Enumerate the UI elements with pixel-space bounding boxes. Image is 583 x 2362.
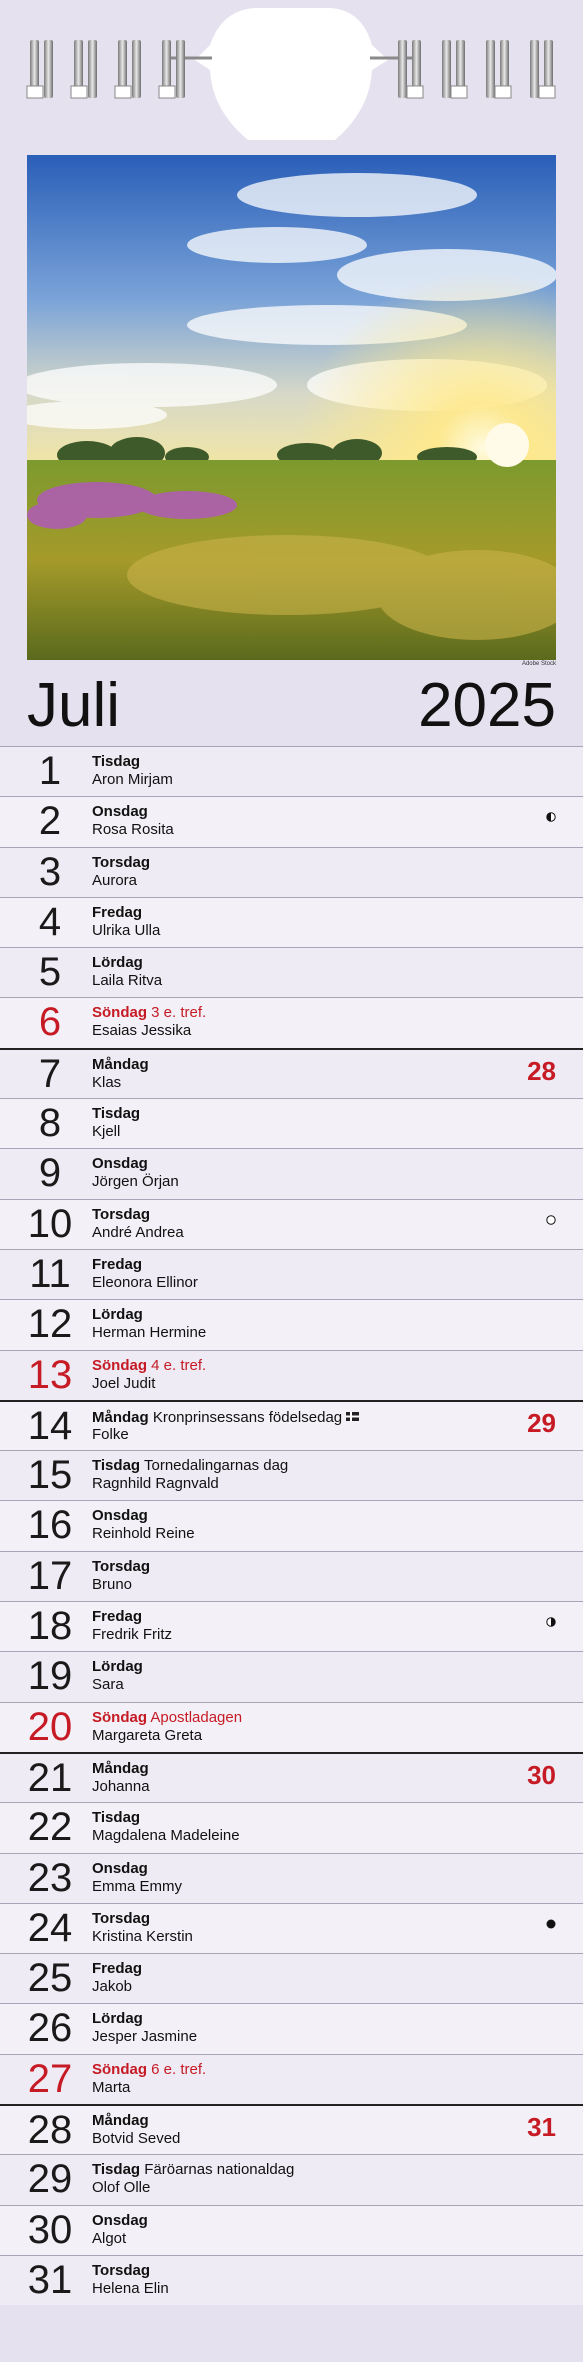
day-heading: [92, 854, 150, 872]
spiral-binding: [0, 0, 583, 150]
day-row: [0, 1450, 583, 1500]
day-row: [0, 947, 583, 997]
day-heading: [92, 1206, 150, 1224]
name-day-names: Johanna: [92, 1777, 150, 1795]
day-row: [0, 1400, 583, 1450]
day-heading: [92, 1155, 148, 1173]
day-number: 7: [38, 1051, 62, 1096]
weekday-label: Torsdag: [92, 1205, 151, 1223]
day-heading: [92, 1457, 288, 1475]
day-number: 30: [27, 2207, 73, 2252]
weekday-label: Onsdag: [92, 1859, 148, 1877]
name-day-names: Joel Judit: [92, 1374, 156, 1392]
hanger-cutout: [195, 8, 388, 140]
name-day-names: Jakob: [92, 1978, 133, 1996]
name-day-names: Ragnhild Ragnvald: [92, 1475, 219, 1493]
day-row: [0, 2003, 583, 2053]
day-number: 2: [38, 799, 62, 844]
name-day-names: Margareta Greta: [92, 1726, 203, 1744]
weekday-label: Torsdag: [92, 1557, 151, 1575]
day-note: Kronprinsessans födelsedag: [152, 1408, 343, 1426]
day-heading: [92, 1960, 142, 1978]
day-note: 6 e. tref.: [151, 2060, 207, 2078]
day-heading: [92, 803, 148, 821]
day-number: 8: [38, 1101, 62, 1146]
day-row: [0, 2154, 583, 2204]
weekday-label: Onsdag: [92, 803, 148, 821]
day-number: 6: [38, 1000, 62, 1045]
day-row: [0, 897, 583, 947]
day-note: 3 e. tref.: [151, 1004, 207, 1022]
weekday-label: Måndag: [92, 1055, 149, 1073]
day-number: 22: [27, 1805, 73, 1850]
week-number: 29: [527, 1407, 556, 1438]
name-day-names: Ulrika Ulla: [92, 921, 161, 939]
weekday-label: Fredag: [92, 1255, 143, 1273]
weekday-label: Lördag: [92, 1306, 143, 1324]
day-number: 19: [27, 1654, 73, 1699]
week-number: 30: [527, 1759, 556, 1790]
name-day-names: Helena Elin: [92, 2279, 169, 2297]
day-number: 31: [27, 2257, 73, 2302]
weekday-label: Torsdag: [92, 2261, 151, 2279]
day-number: 24: [27, 1905, 73, 1950]
day-row: [0, 1551, 583, 1601]
name-day-names: Laila Ritva: [92, 972, 163, 990]
name-day-names: André Andrea: [92, 1223, 184, 1241]
day-row: [0, 1853, 583, 1903]
day-row: [0, 997, 583, 1047]
last-quarter-moon-icon: [546, 1614, 556, 1624]
day-row: [0, 1702, 583, 1752]
name-day-names: Esaias Jessika: [92, 1022, 192, 1040]
day-row: [0, 796, 583, 846]
day-heading: [92, 1256, 142, 1274]
day-number: 16: [27, 1503, 73, 1548]
weekday-label: Måndag: [92, 1759, 149, 1777]
day-note: 4 e. tref.: [151, 1356, 207, 1374]
weekday-label: Söndag: [92, 1708, 147, 1726]
weekday-label: Onsdag: [92, 2211, 148, 2229]
day-row: [0, 1148, 583, 1198]
new-moon-icon: [546, 1916, 556, 1926]
day-heading: [92, 1709, 242, 1727]
day-heading: [92, 1658, 143, 1676]
day-heading: [92, 2161, 294, 2179]
month-title: Juli: [27, 671, 121, 740]
day-number: 5: [38, 950, 62, 995]
day-row: [0, 1651, 583, 1701]
day-number: 4: [38, 899, 62, 944]
day-row: [0, 1903, 583, 1953]
name-day-names: Botvid Seved: [92, 2130, 181, 2148]
day-number: 10: [27, 1201, 73, 1246]
weekday-label: Onsdag: [92, 1155, 148, 1173]
day-row: [0, 1299, 583, 1349]
name-day-names: Jörgen Örjan: [92, 1173, 179, 1191]
weekday-label: Söndag: [92, 1356, 147, 1374]
weekday-label: Tisdag: [92, 753, 141, 770]
day-heading: [92, 2112, 149, 2130]
swedish-flag-icon: [346, 1408, 359, 1417]
day-heading: [92, 1105, 140, 1123]
day-heading: [92, 1408, 359, 1427]
day-list: [0, 746, 583, 2305]
day-number: 17: [27, 1553, 73, 1598]
day-row: [0, 1601, 583, 1651]
weekday-label: Fredag: [92, 1960, 143, 1978]
name-day-names: Jesper Jasmine: [92, 2028, 198, 2046]
weekday-label: Måndag: [92, 2112, 149, 2130]
weekday-label: Lördag: [92, 954, 143, 972]
day-heading: [92, 2061, 206, 2079]
day-heading: [92, 1608, 142, 1626]
day-row: [0, 1500, 583, 1550]
day-note: Färöarnas nationaldag: [144, 2161, 295, 2179]
name-day-names: Bruno: [92, 1575, 133, 1593]
day-number: 12: [27, 1302, 73, 1347]
day-number: 18: [27, 1604, 73, 1649]
name-day-names: Magdalena Madeleine: [92, 1827, 240, 1845]
day-note: Apostladagen: [150, 1708, 243, 1726]
day-row: [0, 1350, 583, 1400]
weekday-label: Fredag: [92, 903, 143, 921]
weekday-label: Tisdag: [92, 2161, 141, 2179]
name-day-names: Aron Mirjam: [92, 771, 173, 788]
landscape-photo: [27, 155, 556, 660]
first-quarter-moon-icon: [546, 809, 556, 819]
week-number: 31: [527, 2112, 556, 2143]
weekday-label: Söndag: [92, 2060, 147, 2078]
photo-credit: Adobe Stock: [521, 661, 556, 667]
weekday-label: Tisdag: [92, 1457, 141, 1475]
day-row: [0, 1098, 583, 1148]
week-number: 28: [527, 1055, 556, 1086]
day-number: 25: [27, 1956, 73, 2001]
day-row: [0, 2104, 583, 2154]
full-moon-icon: [546, 1212, 556, 1222]
day-row: [0, 2205, 583, 2255]
day-number: 15: [27, 1453, 73, 1498]
day-number: 20: [27, 1704, 73, 1749]
weekday-label: Torsdag: [92, 1909, 151, 1927]
day-heading: [92, 1306, 143, 1324]
name-day-names: Algot: [92, 2229, 127, 2247]
day-row: [0, 1802, 583, 1852]
name-day-names: Eleonora Ellinor: [92, 1273, 198, 1291]
year-title: 2025: [418, 671, 556, 740]
day-number: 13: [27, 1352, 73, 1397]
day-heading: [92, 2212, 148, 2230]
day-row: [0, 1249, 583, 1299]
day-row: [0, 1048, 583, 1098]
day-number: 27: [27, 2056, 73, 2101]
name-day-names: Marta: [92, 2078, 131, 2096]
day-number: 3: [38, 849, 62, 894]
day-heading: [92, 1860, 148, 1878]
weekday-label: Söndag: [92, 1004, 147, 1022]
name-day-names: Aurora: [92, 871, 138, 889]
weekday-label: Lördag: [92, 2010, 143, 2028]
day-heading: [92, 1507, 148, 1525]
day-row: [0, 1752, 583, 1802]
day-row: [0, 2054, 583, 2104]
weekday-label: Tisdag: [92, 1809, 141, 1827]
day-note: Tornedalingarnas dag: [143, 1457, 289, 1475]
day-heading: [92, 1004, 206, 1022]
day-heading: [92, 1809, 140, 1827]
day-heading: [92, 2010, 143, 2028]
name-day-names: Folke: [92, 1425, 129, 1443]
name-day-names: Herman Hermine: [92, 1324, 207, 1342]
weekday-label: Fredag: [92, 1608, 143, 1626]
day-row: [0, 746, 583, 796]
day-number: 1: [38, 749, 62, 793]
day-number: 21: [27, 1755, 73, 1800]
weekday-label: Måndag: [92, 1408, 149, 1426]
day-heading: [92, 1056, 149, 1074]
name-day-names: Kristina Kerstin: [92, 1927, 193, 1945]
name-day-names: Olof Olle: [92, 2179, 151, 2197]
name-day-names: Kjell: [92, 1123, 121, 1141]
day-number: 26: [27, 2006, 73, 2051]
day-number: 28: [27, 2108, 73, 2153]
name-day-names: Rosa Rosita: [92, 821, 174, 839]
day-heading: [92, 904, 142, 922]
day-number: 29: [27, 2157, 73, 2202]
day-heading: [92, 1357, 206, 1375]
weekday-label: Torsdag: [92, 853, 151, 871]
day-heading: [92, 1760, 149, 1778]
day-number: 11: [29, 1251, 71, 1296]
day-heading: [92, 954, 143, 972]
name-day-names: Sara: [92, 1676, 124, 1694]
weekday-label: Lördag: [92, 1658, 143, 1676]
day-row: [0, 2255, 583, 2305]
day-row: [0, 1199, 583, 1249]
day-heading: [92, 2262, 150, 2280]
name-day-names: Reinhold Reine: [92, 1525, 195, 1543]
day-number: 14: [27, 1403, 73, 1448]
name-day-names: Klas: [92, 1073, 122, 1091]
name-day-names: Emma Emmy: [92, 1877, 182, 1895]
day-number: 9: [38, 1151, 62, 1196]
day-heading: [92, 1558, 150, 1576]
weekday-label: Tisdag: [92, 1105, 141, 1123]
day-row: [0, 847, 583, 897]
day-number: 23: [27, 1855, 73, 1900]
day-heading: [92, 753, 140, 771]
day-heading: [92, 1910, 150, 1928]
weekday-label: Onsdag: [92, 1507, 148, 1525]
name-day-names: Fredrik Fritz: [92, 1626, 172, 1644]
day-row: [0, 1953, 583, 2003]
